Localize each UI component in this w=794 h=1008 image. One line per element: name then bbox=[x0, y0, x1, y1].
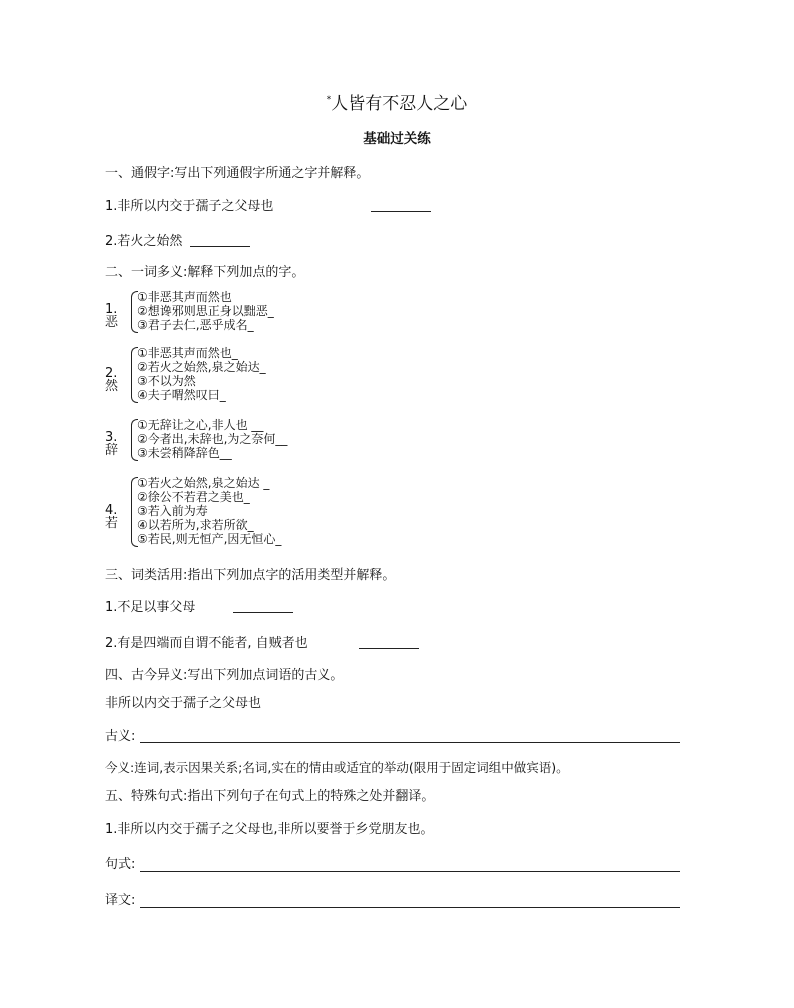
group-item: ③君子去仁,恶乎成名_ bbox=[137, 318, 254, 332]
s4-sentence: 非所以内交于孺子之父母也 bbox=[105, 696, 262, 711]
s3-q2-answer-blank[interactable] bbox=[359, 637, 419, 649]
s5-translation-answer-line[interactable] bbox=[140, 907, 680, 908]
group-item: ①若火之始然,泉之始达 _ bbox=[137, 476, 270, 490]
group-label: 1.恶 bbox=[105, 302, 119, 330]
s3-q1-answer-blank[interactable] bbox=[233, 601, 293, 613]
s1-question-1 bbox=[105, 200, 273, 213]
group-item: ①非恶其声而然也_ bbox=[137, 346, 238, 360]
s3-q1-text: 1.不足以事父母 bbox=[105, 600, 196, 615]
section-5-heading: 五、特殊句式:指出下列句子在句式上的特殊之处并翻译。 bbox=[105, 789, 435, 804]
group-item: ⑤若民,则无恒产,因无恒心_ bbox=[137, 532, 282, 546]
group-item: ③未尝稍降辞色__ bbox=[137, 446, 232, 460]
title-text: 人皆有不忍人之心 bbox=[331, 94, 468, 114]
s4-jin-text: 今义:连词,表示因果关系;名词,实在的情由或适宜的举动(限用于固定词组中做宾语)。 bbox=[105, 760, 569, 775]
s4-gu-label: 古义: bbox=[105, 729, 136, 744]
group-item: ①非恶其声而然也 bbox=[137, 290, 232, 304]
group-label: 2.然 bbox=[105, 366, 119, 394]
group-label: 3.辞 bbox=[105, 430, 119, 458]
group-item: ①无辞让之心,非人也 __ bbox=[137, 418, 264, 432]
s1-q2-answer-blank[interactable] bbox=[190, 235, 250, 247]
section-4-heading: 四、古今异义:写出下列加点词语的古义。 bbox=[105, 668, 344, 683]
group-item: ②今者出,未辞也,为之奈何__ bbox=[137, 432, 288, 446]
s5-form-label: 句式: bbox=[105, 857, 136, 872]
section-1-heading: 一、通假字:写出下列通假字所通之字并解释。 bbox=[105, 166, 370, 181]
s5-form-answer-line[interactable] bbox=[140, 871, 680, 872]
s4-gu-answer-line[interactable] bbox=[140, 742, 680, 743]
group-item: ③若入前为寿 bbox=[137, 504, 208, 518]
group-item: ②徐公不若君之美也_ bbox=[137, 490, 250, 504]
group-item: ④夫子喟然叹曰_ bbox=[137, 388, 226, 402]
s5-translation-label: 译文: bbox=[105, 893, 136, 908]
group-item: ②想谗邪则思正身以黜恶_ bbox=[137, 304, 274, 318]
s1-question-2 bbox=[105, 235, 182, 248]
group-item: ②若火之始然,泉之始达_ bbox=[137, 360, 266, 374]
s3-q2-text: 2.有是四端而自谓不能者, 自贼者也 bbox=[105, 636, 308, 651]
s1-q1-text: 1.非所以内交于孺子之父母也 bbox=[105, 199, 274, 214]
s1-q1-answer-blank[interactable] bbox=[371, 200, 431, 212]
title-star: * bbox=[326, 95, 332, 105]
page-subtitle: 基础过关练 bbox=[363, 131, 431, 147]
group-label: 4.若 bbox=[105, 503, 119, 531]
s5-q1-text: 1.非所以内交于孺子之父母也,非所以要誉于乡党朋友也。 bbox=[105, 822, 434, 837]
group-item: ③不以为然 bbox=[137, 374, 196, 388]
section-2-heading: 二、一词多义:解释下列加点的字。 bbox=[105, 265, 305, 280]
page-title bbox=[0, 96, 794, 113]
group-item: ④以若所为,求若所欲_ bbox=[137, 518, 254, 532]
s1-q2-text: 2.若火之始然 bbox=[105, 234, 183, 249]
section-3-heading: 三、词类活用:指出下列加点字的活用类型并解释。 bbox=[105, 568, 396, 583]
